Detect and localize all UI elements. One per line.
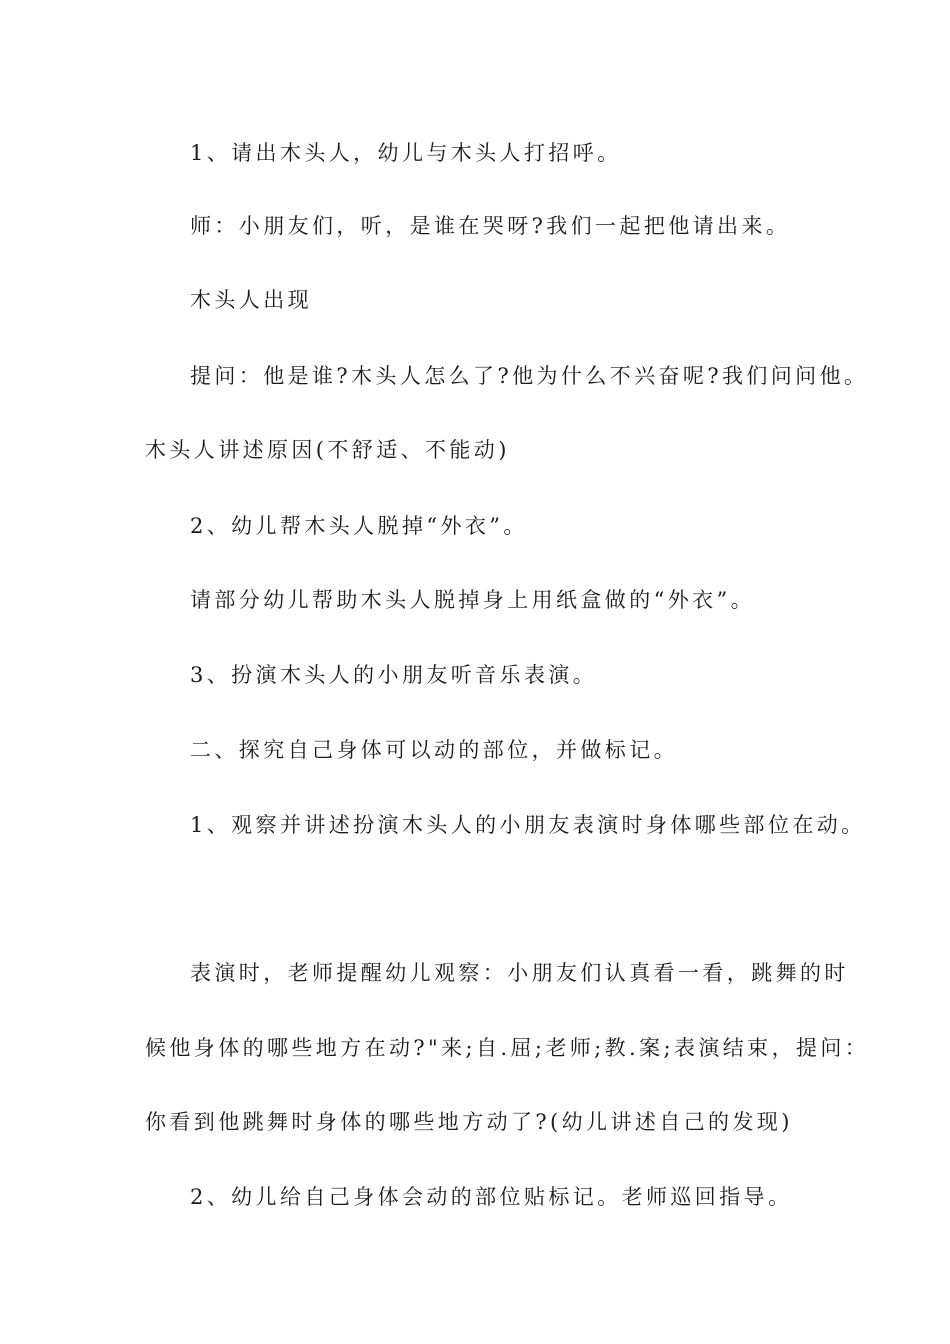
paragraph-line-4: 提问：他是谁?木头人怎么了?他为什么不兴奋呢?我们问问他。	[190, 364, 869, 388]
paragraph-line-5: 木头人讲述原因(不舒适、不能动)	[145, 438, 510, 462]
paragraph-line-13: 你看到他跳舞时身体的哪些地方动了?(幼儿讲述自己的发现)	[145, 1110, 793, 1134]
paragraph-line-2: 师：小朋友们，听，是谁在哭呀?我们一起把他请出来。	[190, 214, 791, 238]
paragraph-line-11: 表演时，老师提醒幼儿观察：小朋友们认真看一看，跳舞的时	[190, 961, 849, 985]
paragraph-line-10: 1、观察并讲述扮演木头人的小朋友表演时身体哪些部位在动。	[190, 813, 866, 837]
paragraph-line-14: 2、幼儿给自己身体会动的部位贴标记。老师巡回指导。	[190, 1185, 793, 1209]
paragraph-line-12: 候他身体的哪些地方在动?"来;自.屈;老师;教.案;表演结束，提问：	[145, 1036, 870, 1060]
section-heading: 二、探究自己身体可以动的部位，并做标记。	[190, 738, 678, 762]
paragraph-line-3: 木头人出现	[190, 288, 312, 312]
paragraph-line-7: 请部分幼儿帮助木头人脱掉身上用纸盒做的“外衣”。	[190, 588, 756, 612]
paragraph-line-8: 3、扮演木头人的小朋友听音乐表演。	[190, 663, 598, 687]
paragraph-line-1: 1、请出木头人，幼儿与木头人打招呼。	[190, 141, 622, 165]
paragraph-line-6: 2、幼儿帮木头人脱掉“外衣”。	[190, 514, 528, 538]
